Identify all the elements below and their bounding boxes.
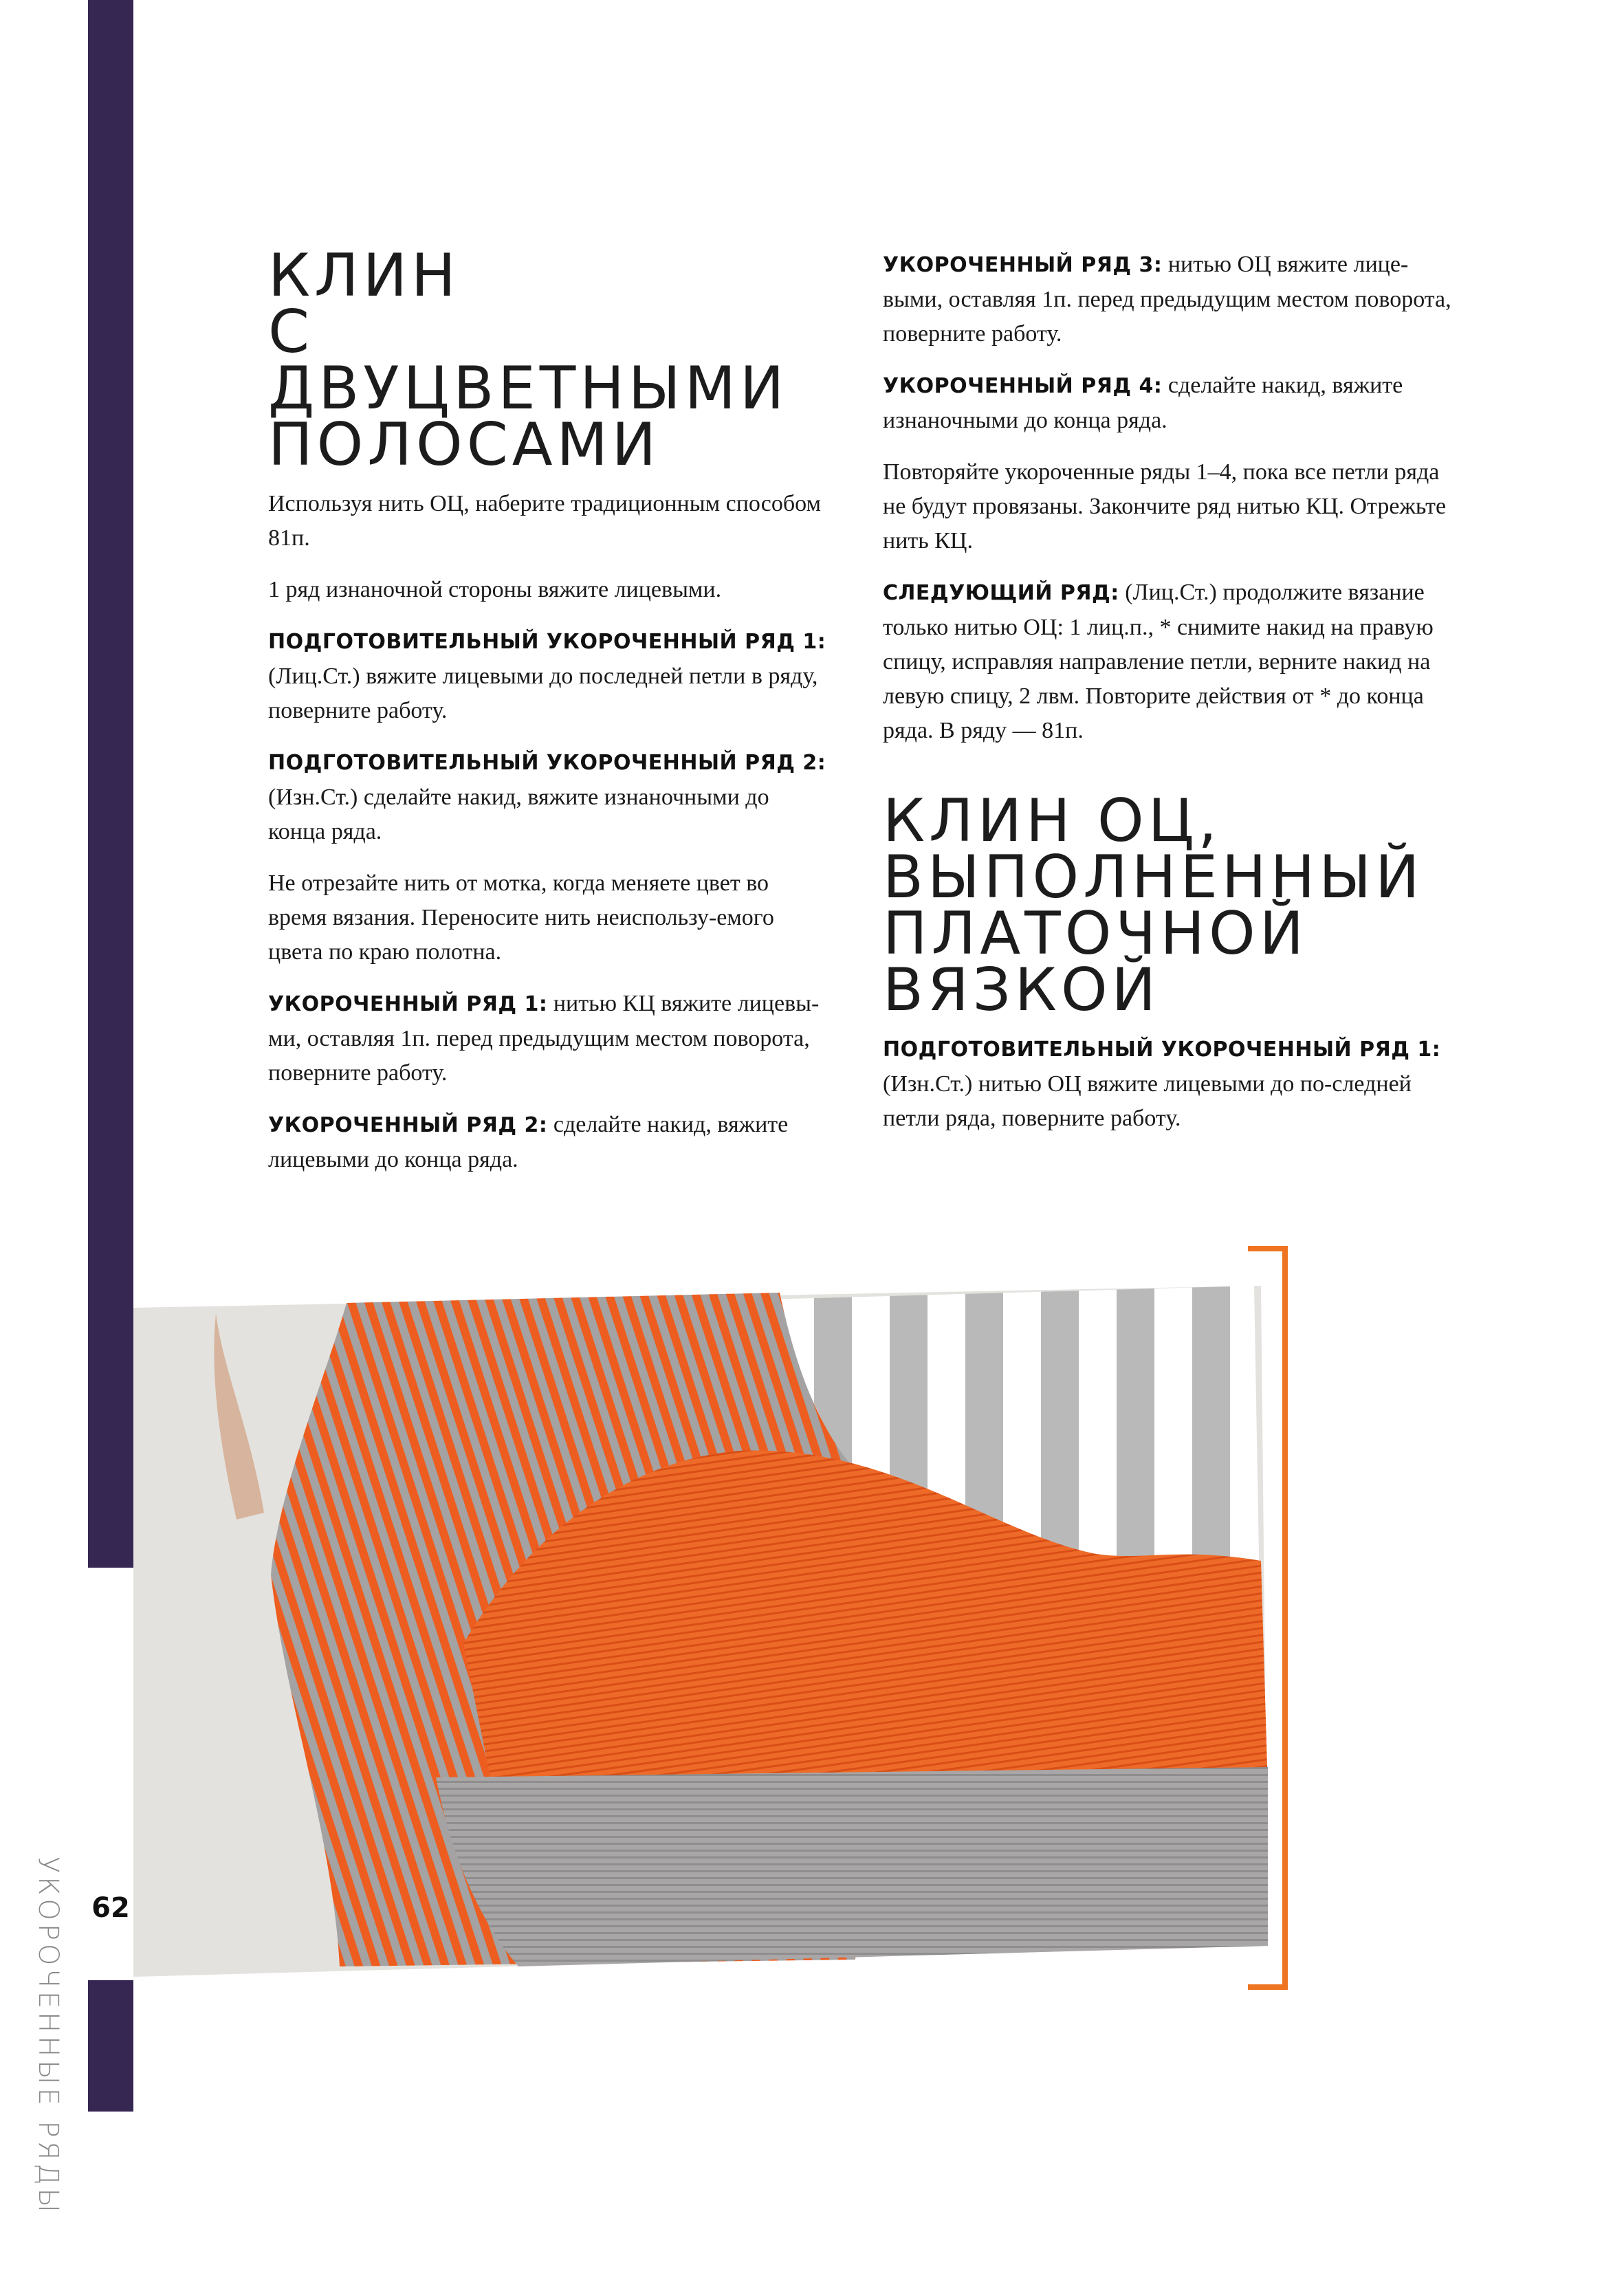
section-label: УКОРОЧЕННЫЕ РЯДЫ [32, 1856, 64, 2216]
paragraph [268, 624, 832, 728]
step-label: УКОРОЧЕННЫЙ РЯД 4: [883, 374, 1163, 398]
step-text: нитью КЦ вяжите лицевы-ми, оставляя 1п. перед предыдущим местом поворота, поверните работу. [268, 991, 820, 1086]
title-line: ПЛАТОЧНОЙ [883, 899, 1308, 968]
step-label: ПОДГОТОВИТЕЛЬНЫЙ УКОРОЧЕННЫЙ РЯД 2: [268, 751, 826, 775]
sidebar-bar-bottom [88, 1980, 133, 2112]
step-text: (Лиц.Ст.) продолжите вязание только нитью ОЦ: 1 лиц.п., * снимите накид на правую спицу, исправляя направление петли, верните накид на левую спицу, 2 лвм. Повторите действия от * до конца ряда. В ряду — 81п. [883, 580, 1434, 743]
orange-bracket-decoration [1248, 1246, 1288, 1990]
title-line: КЛИН ОЦ, [883, 787, 1221, 855]
knitted-wedge-photo [133, 1286, 1268, 1977]
left-column [268, 241, 832, 1194]
step-text: нитью ОЦ вяжите лице-выми, оставляя 1п. перед предыдущим местом поворота, поверните работу. [883, 252, 1451, 347]
paragraph [268, 745, 832, 849]
paragraph [883, 1032, 1467, 1136]
paragraph [883, 369, 1467, 438]
step-text: сделайте накид, вяжите лицевыми до конца ряда. [268, 1112, 789, 1172]
step-label: УКОРОЧЕННЫЙ РЯД 2: [268, 1113, 548, 1137]
step-label: УКОРОЧЕННЫЙ РЯД 1: [268, 992, 548, 1016]
title-line: ПОЛОСАМИ [268, 410, 661, 479]
title-line: КЛИН [268, 241, 460, 310]
step-label: ПОДГОТОВИТЕЛЬНЫЙ УКОРОЧЕННЫЙ РЯД 1: [883, 1038, 1441, 1062]
step-text: (Изн.Ст.) сделайте накид, вяжите изнаночными до конца ряда. [268, 785, 769, 844]
step-label: СЛЕДУЮЩИЙ РЯД: [883, 581, 1119, 605]
right-column [883, 248, 1467, 1153]
title-line: ВЯЗКОЙ [883, 956, 1160, 1024]
title-line: С ДВУЦВЕТНЫМИ [268, 298, 789, 423]
title-line: ВЫПОЛНЕННЫЙ [883, 843, 1424, 912]
paragraph [268, 987, 832, 1090]
step-text: (Изн.Ст.) нитью ОЦ вяжите лицевыми до по-следней петли ряда, поверните работу. [883, 1071, 1412, 1131]
page-number: 62 [91, 1892, 130, 1924]
paragraph [268, 1108, 832, 1177]
step-text: (Лиц.Ст.) вяжите лицевыми до последней петли в ряду, поверните работу. [268, 664, 818, 723]
paragraph: 1 ряд изнаночной стороны вяжите лицевыми. [268, 577, 722, 602]
paragraph [883, 248, 1467, 351]
sidebar-bar-top [88, 0, 133, 1568]
paragraph [883, 576, 1467, 748]
section-title-stripes [268, 241, 832, 479]
paragraph: Используя нить ОЦ, наберите традиционным способом 81п. [268, 491, 821, 551]
paragraph: Повторяйте укороченные ряды 1–4, пока все петли ряда не будут провязаны. Закончите ряд нитью КЦ. Отрежьте нить КЦ. [883, 459, 1447, 553]
step-text: сделайте накид, вяжите изнаночными до конца ряда. [883, 373, 1403, 433]
step-label: ПОДГОТОВИТЕЛЬНЫЙ УКОРОЧЕННЫЙ РЯД 1: [268, 630, 826, 654]
section-title-garter [883, 787, 1467, 1024]
step-label: УКОРОЧЕННЫЙ РЯД 3: [883, 253, 1163, 277]
paragraph: Не отрезайте нить от мотка, когда меняете цвет во время вязания. Переносите нить неиспользу-емого цвета по краю полотна. [268, 870, 774, 965]
